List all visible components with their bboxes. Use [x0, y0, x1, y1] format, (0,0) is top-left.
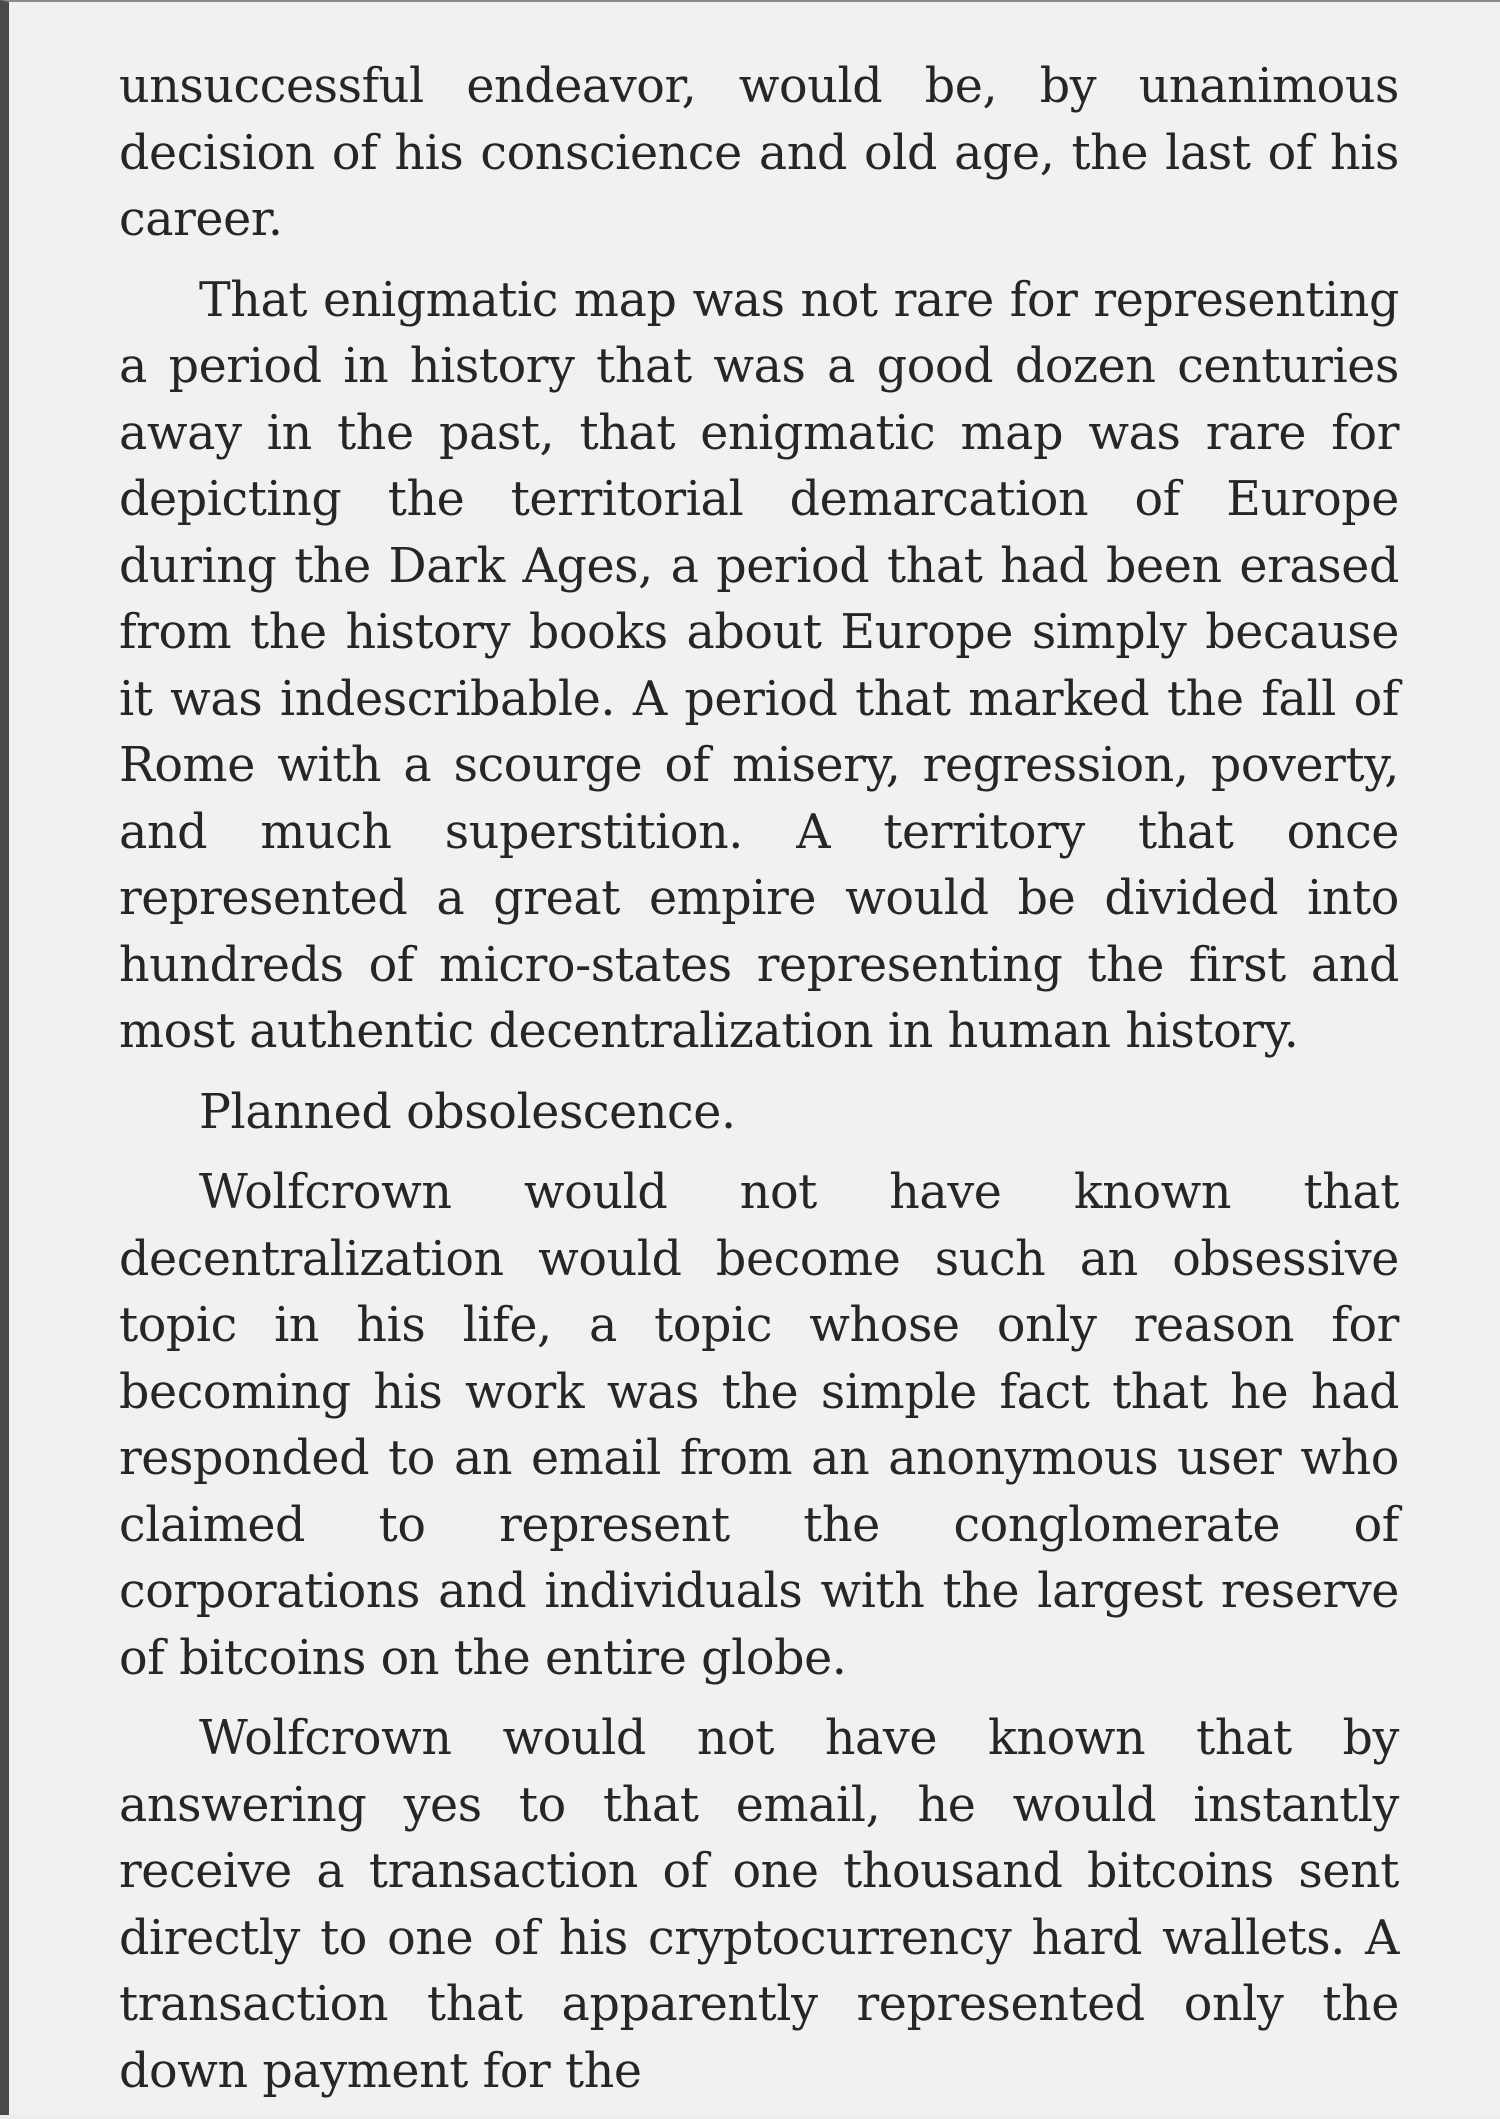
paragraph-continuation: unsuccessful endeavor, would be, by unanimous decision of his conscience and old age, the last of his career.: [119, 59, 1399, 247]
page-body-text: [119, 54, 1399, 2119]
paragraph-enigmatic-map: That enigmatic map was not rare for representing a period in history that was a good dozen centuries away in the past, that enigmatic map was rare for depicting the territorial demarcation of Europe during the Dark Ages, a period that had been erased from the history books about Europe simply because it was indescribable. A period that marked the fall of Rome with a scourge of misery, regression, poverty, and much superstition. A territory that once represented a great empire would be divided into hundreds of micro-states representing the first and most authentic decentralization in human history.: [119, 272, 1399, 1059]
paragraph-decentralization: Wolfcrown would not have known that decentralization would become such an obsessive topic in his life, a topic whose only reason for becoming his work was the simple fact that he had responded to an email from an anonymous user who claimed to represent the conglomerate of corporations and individuals with the largest reserve of bitcoins on the entire globe.: [119, 1165, 1399, 1686]
paragraph-email-answer: Wolfcrown would not have known that by answering yes to that email, he would instantly receive a transaction of one thousand bitcoins sent directly to one of his cryptocurrency hard wallets. A transaction that apparently represented only the down payment for the: [119, 1711, 1399, 2099]
paragraph-planned-obsolescence: Planned obsolescence.: [199, 1084, 736, 1140]
